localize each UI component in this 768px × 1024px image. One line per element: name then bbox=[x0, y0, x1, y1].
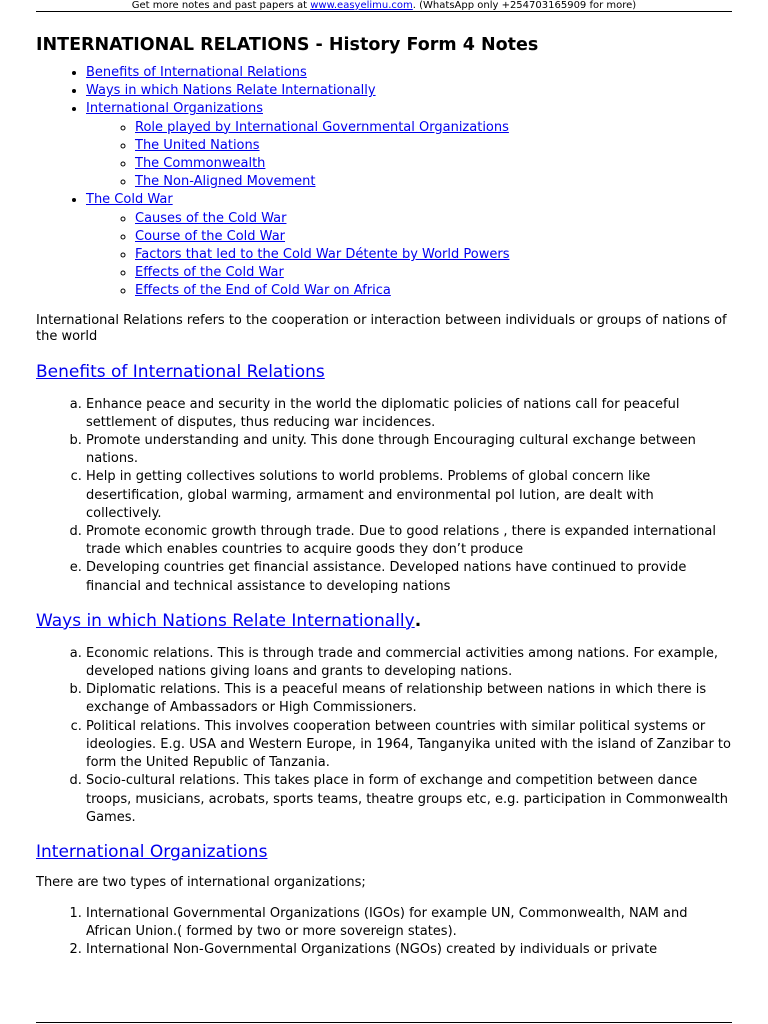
table-of-contents bbox=[36, 64, 732, 301]
list-item: b. Diplomatic relations. This is a peaceful means of relationship between nations in which there is exchange of Ambassadors or High Commissioners. bbox=[86, 681, 732, 717]
toc-subitem bbox=[135, 264, 732, 282]
toc-link-causes[interactable]: Causes of the Cold War bbox=[135, 210, 287, 226]
toc-item bbox=[86, 64, 732, 82]
toc-link-end-effects-africa[interactable]: Effects of the End of Cold War on Africa bbox=[135, 283, 391, 299]
toc-subitem bbox=[135, 119, 732, 137]
list-item: a. Economic relations. This is through trade and commercial activities among nations. For example, developed nations giving loans and grants to developing nations. bbox=[86, 645, 732, 681]
organizations-paragraph: There are two types of international organizations; bbox=[36, 874, 366, 890]
toc-link-effects[interactable]: Effects of the Cold War bbox=[135, 265, 284, 281]
ways-list bbox=[36, 645, 732, 827]
toc-subitem bbox=[135, 173, 732, 191]
list-item: b. Promote understanding and unity. This done through Encouraging cultural exchange between nations. bbox=[86, 432, 732, 468]
benefits-list bbox=[36, 396, 732, 596]
header-prefix: Get more notes and past papers at bbox=[131, 0, 311, 11]
section-heading-ways bbox=[36, 610, 732, 632]
toc-link-commonwealth[interactable]: The Commonwealth bbox=[135, 156, 266, 172]
toc-sublist bbox=[86, 119, 732, 192]
intro-paragraph: International Relations refers to the cooperation or interaction between individuals or groups of nations of the world bbox=[36, 312, 727, 344]
toc-subitem bbox=[135, 210, 732, 228]
page-title: INTERNATIONAL RELATIONS - History Form 4 Notes bbox=[36, 35, 539, 55]
list-item: 2. International Non-Governmental Organizations (NGOs) created by individuals or private bbox=[86, 941, 732, 959]
list-item: d. Socio-cultural relations. This takes place in form of exchange and competition between dance troops, musicians, acrobats, sports teams, theatre groups etc, e.g. participation in Commonwealth Games. bbox=[86, 772, 732, 827]
toc-item bbox=[86, 100, 732, 191]
heading-link-benefits[interactable]: Benefits of International Relations bbox=[36, 361, 325, 382]
footer-rule bbox=[36, 1022, 732, 1023]
document-page bbox=[36, 0, 732, 960]
toc-subitem bbox=[135, 155, 732, 173]
toc-link-role-igos[interactable]: Role played by International Governmental Organizations bbox=[135, 119, 509, 135]
heading-period: . bbox=[414, 610, 422, 631]
header-suffix: . (WhatsApp only +254703165909 for more) bbox=[412, 0, 637, 11]
toc-item bbox=[86, 82, 732, 100]
toc-link-nam[interactable]: The Non-Aligned Movement bbox=[135, 174, 316, 190]
organizations-list bbox=[36, 905, 732, 960]
header-link[interactable]: www.easyelimu.com bbox=[310, 0, 413, 11]
heading-link-ways[interactable]: Ways in which Nations Relate Internationally bbox=[36, 610, 415, 631]
toc-subitem bbox=[135, 137, 732, 155]
toc-link-un[interactable]: The United Nations bbox=[135, 137, 260, 153]
list-item: c. Help in getting collectives solutions to world problems. Problems of global concern like desertification, global warming, armament and environmental pol lution, are dealt with collectively. bbox=[86, 468, 732, 523]
toc-link-ways[interactable]: Ways in which Nations Relate Internationally bbox=[86, 83, 376, 99]
section-heading-organizations bbox=[36, 841, 732, 863]
toc-subitem bbox=[135, 246, 732, 264]
toc-item bbox=[86, 191, 732, 300]
toc-link-organizations[interactable]: International Organizations bbox=[86, 101, 263, 117]
toc-link-benefits[interactable]: Benefits of International Relations bbox=[86, 65, 307, 80]
header-banner bbox=[36, 0, 732, 12]
toc-sublist bbox=[86, 210, 732, 301]
toc-link-course[interactable]: Course of the Cold War bbox=[135, 228, 286, 244]
list-item: c. Political relations. This involves cooperation between countries with similar political systems or ideologies. E.g. USA and Western Europe, in 1964, Tanganyika united with the island of Zanzibar to form the United Republic of Tanzania. bbox=[86, 718, 732, 773]
list-item: a. Enhance peace and security in the world the diplomatic policies of nations call for peaceful settlement of disputes, thus reducing war incidences. bbox=[86, 396, 732, 432]
heading-link-organizations[interactable]: International Organizations bbox=[36, 841, 268, 862]
toc-subitem bbox=[135, 228, 732, 246]
section-heading-benefits bbox=[36, 361, 732, 383]
list-item: 1. International Governmental Organizations (IGOs) for example UN, Commonwealth, NAM and African Union.( formed by two or more sovereign states). bbox=[86, 905, 732, 941]
list-item: d. Promote economic growth through trade. Due to good relations , there is expanded international trade which enables countries to acquire goods they don’t produce bbox=[86, 523, 732, 559]
toc-subitem bbox=[135, 282, 732, 300]
toc-link-cold-war[interactable]: The Cold War bbox=[86, 192, 173, 208]
list-item: e. Developing countries get financial assistance. Developed nations have continued to provide financial and technical assistance to developing nations bbox=[86, 559, 732, 595]
toc-link-detente[interactable]: Factors that led to the Cold War Détente by World Powers bbox=[135, 247, 510, 263]
